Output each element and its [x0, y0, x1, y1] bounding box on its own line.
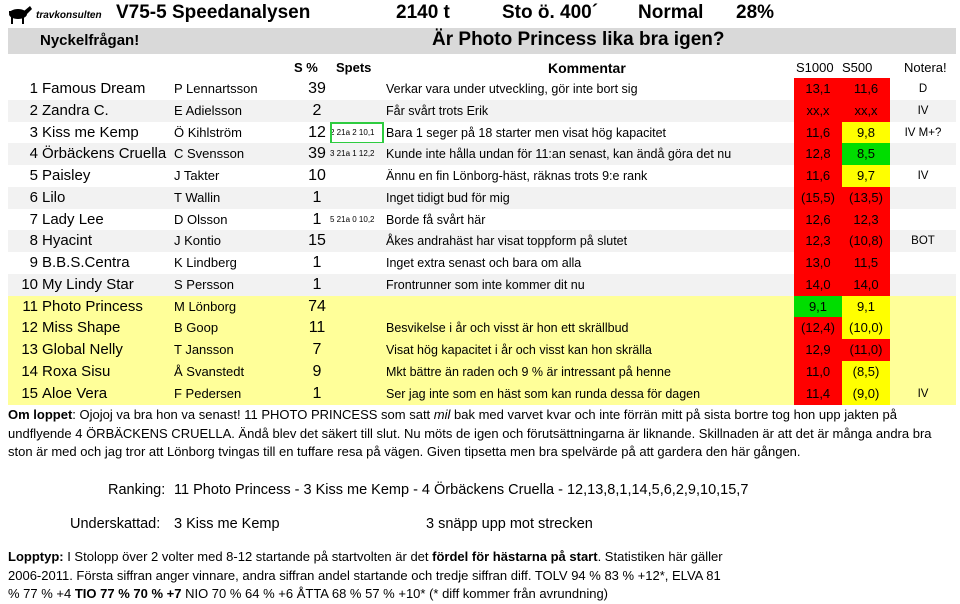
start-percent: 74 [308, 297, 326, 315]
top-header-bar [0, 0, 960, 28]
spets-stat [330, 361, 384, 383]
table-row [8, 383, 956, 405]
track-condition: Normal [638, 2, 704, 23]
spets-stat: 5 21a 0 10,2 [330, 214, 375, 224]
horse-name: Famous Dream [42, 80, 146, 97]
note: D [918, 83, 928, 95]
spets-stat: 3 21a 1 12,2 [330, 149, 375, 159]
s1000-value: 13,0 [794, 252, 842, 274]
s500-value: xx,x [842, 100, 890, 122]
row-number: 2 [29, 101, 38, 119]
comment: Får svårt trots Erik [386, 103, 489, 118]
comment: Frontrunner som inte kommer dit nu [386, 277, 585, 292]
row-number: 6 [29, 188, 38, 206]
table-row [8, 100, 956, 122]
table-row [8, 122, 956, 144]
s1000-value: 14,0 [794, 274, 842, 296]
table-row [8, 252, 956, 274]
note [890, 296, 956, 318]
table-row [8, 230, 956, 252]
col-header-s1000: S1000 [796, 60, 834, 75]
lopptyp-bold-1: fördel för hästarna på start [432, 549, 598, 564]
table-row [8, 317, 956, 339]
spets-stat [330, 383, 384, 405]
comment: Kunde inte hålla undan för 11:an senast, kan ändå göra det nu [386, 147, 732, 162]
col-header-notera: Notera! [904, 60, 947, 75]
horse-name: Lilo [42, 188, 66, 206]
s500-value: (11,0) [842, 339, 890, 361]
comment: Inget tidigt bud för mig [386, 190, 510, 205]
comment: Åkes andrahäst har visat toppform på slutet [386, 234, 628, 249]
spets-stat [330, 296, 384, 318]
spets-stat [330, 165, 384, 187]
horse-name: Global Nelly [42, 341, 123, 358]
ranking-label: Ranking: [108, 482, 166, 498]
row-number: 7 [29, 210, 38, 228]
horse-name: My Lindy Star [42, 275, 134, 293]
note [890, 143, 956, 165]
s1000-value: 12,9 [794, 339, 842, 361]
note: IV M+? [904, 126, 942, 139]
row-number: 12 [21, 319, 38, 337]
start-percent: 15 [308, 232, 326, 250]
note [890, 274, 956, 296]
driver-name: Ö Kihlström [174, 124, 242, 140]
comment: Visat hög kapacitet i år och visst kan hon skrälla [386, 343, 652, 357]
s500-value: (10,8) [842, 230, 890, 252]
table-row [8, 339, 956, 361]
s1000-value: 12,8 [794, 143, 842, 165]
row-number: 10 [21, 275, 38, 293]
start-percent: 39 [308, 80, 326, 97]
start-percent: 9 [312, 362, 322, 380]
table-row [8, 209, 956, 231]
note [890, 187, 956, 209]
row-number: 14 [21, 362, 38, 380]
notes-text-1: : Ojojoj va bra hon va senast! 11 PHOTO PRINCESS som satt [72, 407, 434, 422]
s500-value: (13,5) [842, 187, 890, 209]
table-row [8, 274, 956, 296]
table-row [8, 187, 956, 209]
driver-name: T Wallin [174, 189, 221, 205]
spets-stat [330, 317, 384, 339]
lopptyp-text-3: NIO 70 % 64 % +6 ÅTTA 68 % 57 % +10* (* diff kommer från avrundning) [181, 586, 609, 601]
row-number: 13 [21, 341, 38, 358]
driver-name: E Adielsson [174, 102, 242, 118]
row-number: 8 [29, 232, 38, 250]
spets-stat [330, 100, 384, 122]
table-row [8, 165, 956, 187]
horse-name: Miss Shape [42, 319, 121, 337]
start-percent: 11 [308, 319, 326, 337]
race-percent: 28% [736, 2, 775, 23]
comment [386, 296, 794, 318]
notes-text-2: bak med varvet kvar och inte förrän mitt på sista bortre tog hon upp jakten på undflyende 4 ÖRBÄCKENS CRUELLA. Ändå blev det säkert till slut. Nu möts de igen och förutsättningarna är liknande. Skillnaden är att det är många andra bra ston är med och jag tror att Lönborg tvingas till en tuffare resa på vägen. Given tipsetta men bra spelvärde på att gardera den här gången. [8, 407, 932, 459]
s1000-value: (12,4) [794, 317, 842, 339]
comment: Besvikelse i år och visst är hon ett skrällbud [386, 321, 629, 336]
horse-name: B.B.S.Centra [42, 254, 130, 271]
race-track: Sto ö. 400´ [502, 2, 599, 23]
ranking-value: 11 Photo Princess - 3 Kiss me Kemp - 4 Örbäckens Cruella - 12,13,8,1,14,5,6,2,9,10,15,7 [174, 482, 749, 498]
comment: Ser jag inte som en häst som kan runda dessa för dagen [386, 386, 701, 401]
s500-value: 8,5 [842, 143, 890, 165]
key-question-band [8, 28, 956, 54]
horse-name: Paisley [42, 167, 91, 184]
note [890, 317, 956, 339]
horse-name: Örbäckens Cruella [42, 145, 167, 163]
notes-label: Om loppet [8, 407, 73, 422]
comment: Inget extra senast och bara om alla [386, 256, 582, 270]
start-percent: 1 [312, 210, 322, 228]
start-percent: 1 [312, 188, 322, 206]
start-percent: 12 [308, 123, 326, 141]
s1000-value: 12,3 [794, 230, 842, 252]
table-row [8, 143, 956, 165]
s500-value: 11,6 [842, 78, 890, 100]
comment: Borde få svårt här [386, 212, 486, 227]
spets-stat [330, 230, 384, 252]
s1000-value: 11,6 [794, 165, 842, 187]
comment: Mkt bättre än raden och 9 % är intressant på henne [386, 364, 671, 379]
underskattad-label: Underskattad: [70, 516, 161, 532]
horse-name: Photo Princess [42, 297, 143, 315]
underskattad-value: 3 Kiss me Kemp [174, 516, 280, 532]
note: IV [917, 170, 929, 182]
note: IV [917, 104, 929, 117]
s1000-value: 12,6 [794, 209, 842, 231]
col-header-spets: Spets [336, 60, 372, 75]
horse-name: Roxa Sisu [42, 362, 111, 380]
row-number: 11 [22, 297, 38, 315]
driver-name: J Takter [174, 168, 220, 183]
col-header-s500: S500 [842, 60, 873, 75]
key-question-label: Nyckelfrågan! [40, 32, 140, 49]
table-row [8, 296, 956, 318]
s500-value: 14,0 [842, 274, 890, 296]
start-percent: 1 [312, 254, 322, 271]
driver-name: P Lennartsson [174, 81, 258, 96]
driver-name: K Lindberg [174, 255, 237, 270]
lopptyp-text-2: . Statistiken här gäller 2006-2011. Första siffran anger vinnare, andra siffran andel startande och tredje siffran diff. TOLV 94 % 83 % +12*, ELVA 81 % 77 % +4 [8, 549, 723, 601]
spets-stat [330, 78, 384, 100]
s500-value: (9,0) [842, 383, 890, 405]
notes-italic: mil [433, 407, 451, 422]
table-row [8, 78, 956, 100]
comment: Bara 1 seger på 18 starter men visat hög kapacitet [386, 125, 667, 140]
row-number: 5 [29, 167, 38, 184]
lopptyp-section [8, 548, 728, 604]
note: BOT [911, 235, 935, 248]
spets-stat: 2 21a 2 10,1 [330, 122, 384, 144]
s1000-value: 9,1 [794, 296, 842, 318]
horse-name: Lady Lee [42, 210, 104, 228]
driver-name: C Svensson [174, 146, 245, 162]
start-percent: 39 [308, 145, 326, 163]
driver-name: F Pedersen [174, 385, 242, 401]
race-distance: 2140 t [396, 2, 450, 23]
spets-stat [330, 274, 384, 296]
note [890, 209, 956, 231]
driver-name: J Kontio [174, 233, 221, 249]
spets-stat [330, 187, 384, 209]
col-header-spct: S % [294, 60, 318, 75]
lopptyp-text-1: I Stolopp över 2 volter med 8-12 startande på startvolten är det [63, 549, 433, 564]
table-row [8, 361, 956, 383]
race-title: V75-5 Speedanalysen [116, 2, 311, 23]
col-header-kommentar: Kommentar [548, 60, 626, 76]
row-number: 15 [21, 384, 38, 402]
s1000-value: 13,1 [794, 78, 842, 100]
note [890, 361, 956, 383]
s500-value: 12,3 [842, 209, 890, 231]
s1000-value: (15,5) [794, 187, 842, 209]
travkonsulten-logo [6, 3, 110, 25]
start-percent: 1 [312, 384, 322, 402]
horse-name: Aloe Vera [42, 384, 108, 402]
start-percent: 10 [308, 167, 326, 184]
driver-name: B Goop [174, 320, 219, 336]
s500-value: 9,8 [842, 122, 890, 144]
horse-name: Kiss me Kemp [42, 123, 139, 141]
row-number: 3 [29, 123, 38, 141]
s500-value: 9,7 [842, 165, 890, 187]
logo-text: travkonsulten [36, 10, 102, 21]
lopptyp-label: Lopptyp: [8, 549, 64, 564]
s1000-value: 11,0 [794, 361, 842, 383]
key-question: Är Photo Princess lika bra igen? [432, 29, 725, 50]
s1000-value: 11,4 [794, 383, 842, 405]
s1000-value: 11,6 [794, 122, 842, 144]
row-number: 1 [29, 80, 38, 97]
race-notes [8, 406, 953, 462]
spets-stat [330, 252, 384, 274]
driver-name: D Olsson [174, 211, 228, 227]
driver-name: S Persson [174, 276, 234, 292]
comment: Ännu en fin Lönborg-häst, räknas trots 9:e rank [386, 169, 648, 183]
horse-name: Zandra C. [42, 101, 109, 119]
s500-value: (10,0) [842, 317, 890, 339]
s500-value: (8,5) [842, 361, 890, 383]
note [890, 252, 956, 274]
horse-name: Hyacint [42, 232, 93, 250]
note: IV [917, 387, 929, 400]
driver-name: Å Svanstedt [174, 363, 245, 379]
driver-name: T Jansson [174, 342, 234, 357]
start-percent: 1 [312, 275, 322, 293]
underskattad-extra: 3 snäpp upp mot strecken [426, 516, 593, 532]
s500-value: 11,5 [842, 252, 890, 274]
driver-name: M Lönborg [174, 298, 237, 314]
start-percent: 2 [312, 101, 322, 119]
lopptyp-bold-2: TIO 77 % 70 % +7 [74, 586, 182, 601]
s500-value: 9,1 [842, 296, 890, 318]
s1000-value: xx,x [794, 100, 842, 122]
note [890, 339, 956, 361]
start-percent: 7 [312, 341, 322, 358]
comment: Verkar vara under utveckling, gör inte bort sig [386, 82, 638, 96]
row-number: 4 [29, 145, 38, 163]
spets-stat [330, 339, 384, 361]
row-number: 9 [29, 254, 38, 271]
